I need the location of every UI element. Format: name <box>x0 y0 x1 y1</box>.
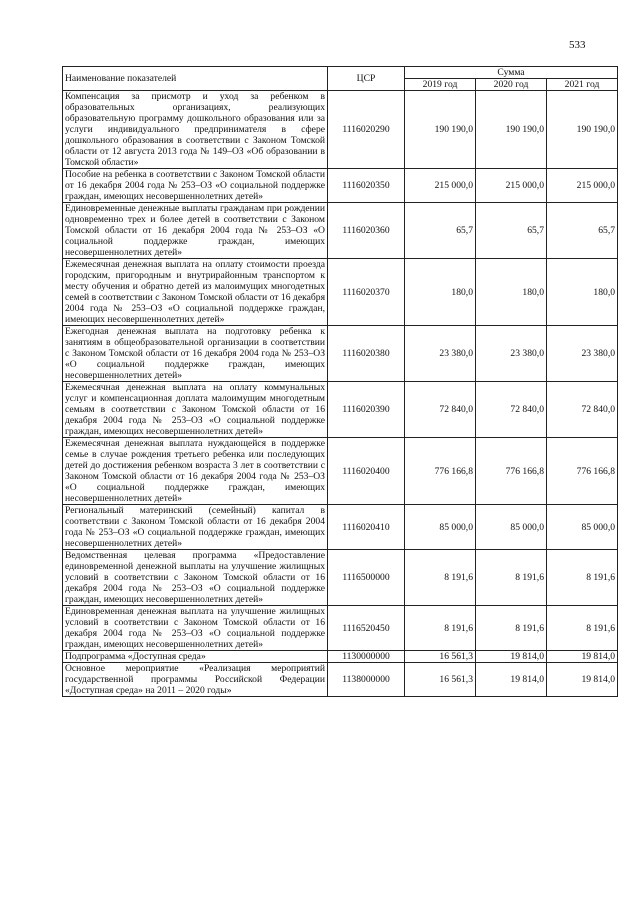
table-row <box>63 169 618 203</box>
page-number: 533 <box>569 39 586 51</box>
row-csr: 1138000000 <box>328 663 405 697</box>
row-value-2019: 776 166,8 <box>405 438 476 505</box>
header-year-2020: 2020 год <box>476 79 547 91</box>
row-csr: 1116020350 <box>328 169 405 203</box>
row-value-2019: 16 561,3 <box>405 651 476 663</box>
row-csr: 1116020390 <box>328 382 405 438</box>
row-csr: 1116020380 <box>328 326 405 382</box>
row-value-2020: 8 191,6 <box>476 550 547 606</box>
row-name: Подпрограмма «Доступная среда» <box>63 651 328 663</box>
row-value-2019: 85 000,0 <box>405 505 476 550</box>
row-value-2021: 8 191,6 <box>547 606 618 651</box>
row-value-2019: 180,0 <box>405 259 476 326</box>
table-row <box>63 438 618 505</box>
row-name: Ведомственная целевая программа «Предоставление единовременной денежной выплаты на улучшение жилищных условий в соответствии с Законом Томской области от 16 декабря 2004 года № 253–ОЗ «О социальной поддержке граждан, имеющих несовершеннолетних детей» <box>63 550 328 606</box>
table-row <box>63 606 618 651</box>
row-name: Компенсация за присмотр и уход за ребенком в образовательных организациях, реализующих образовательную программу дошкольного образования или за услуги индивидуального предпринимателя в сфере дошкольного образования в соответствии с Законом Томской области от 12 августа 2013 года № 149–ОЗ «Об образовании в Томской области» <box>63 91 328 169</box>
row-value-2019: 23 380,0 <box>405 326 476 382</box>
row-value-2021: 8 191,6 <box>547 550 618 606</box>
table-row <box>63 326 618 382</box>
row-value-2020: 8 191,6 <box>476 606 547 651</box>
table-row <box>63 663 618 697</box>
table-row <box>63 382 618 438</box>
row-name: Основное мероприятие «Реализация мероприятий государственной программы Российской Федерации «Доступная среда» на 2011 – 2020 годы» <box>63 663 328 697</box>
table-row <box>63 505 618 550</box>
row-value-2020: 65,7 <box>476 203 547 259</box>
row-value-2019: 8 191,6 <box>405 550 476 606</box>
row-value-2020: 19 814,0 <box>476 663 547 697</box>
row-name: Ежемесячная денежная выплата на оплату коммунальных услуг и компенсационная доплата малоимущим многодетным семьям в соответствии с Законом Томской области от 16 декабря 2004 года № 253–ОЗ «О социальной поддержке граждан, имеющих несовершеннолетних детей» <box>63 382 328 438</box>
row-value-2020: 85 000,0 <box>476 505 547 550</box>
row-value-2020: 215 000,0 <box>476 169 547 203</box>
row-value-2020: 72 840,0 <box>476 382 547 438</box>
table-row <box>63 91 618 169</box>
row-value-2021: 215 000,0 <box>547 169 618 203</box>
header-year-2021: 2021 год <box>547 79 618 91</box>
row-name: Ежегодная денежная выплата на подготовку ребенка к занятиям в общеобразовательной организации в соответствии с Законом Томской области от 16 декабря 2004 года № 253–ОЗ «О социальной поддержке граждан, имеющих несовершеннолетних детей» <box>63 326 328 382</box>
table-row <box>63 259 618 326</box>
row-name: Региональный материнский (семейный) капитал в соответствии с Законом Томской области от 16 декабря 2004 года № 253–ОЗ «О социальной поддержке граждан, имеющих несовершеннолетних детей» <box>63 505 328 550</box>
table-row <box>63 550 618 606</box>
row-name: Пособие на ребенка в соответствии с Законом Томской области от 16 декабря 2004 года № 253–ОЗ «О социальной поддержке граждан, имеющих несовершеннолетних детей» <box>63 169 328 203</box>
row-csr: 1116020410 <box>328 505 405 550</box>
row-value-2020: 180,0 <box>476 259 547 326</box>
row-value-2021: 19 814,0 <box>547 663 618 697</box>
header-sum: Сумма <box>405 67 618 79</box>
row-value-2020: 19 814,0 <box>476 651 547 663</box>
row-value-2019: 16 561,3 <box>405 663 476 697</box>
table-row <box>63 203 618 259</box>
row-csr: 1130000000 <box>328 651 405 663</box>
row-value-2021: 190 190,0 <box>547 91 618 169</box>
row-csr: 1116020360 <box>328 203 405 259</box>
row-csr: 1116020400 <box>328 438 405 505</box>
row-name: Единовременная денежная выплата на улучшение жилищных условий в соответствии с Законом Томской области от 16 декабря 2004 года № 253–ОЗ «О социальной поддержке граждан, имеющих несовершеннолетних детей» <box>63 606 328 651</box>
row-value-2019: 190 190,0 <box>405 91 476 169</box>
row-value-2021: 180,0 <box>547 259 618 326</box>
row-value-2020: 776 166,8 <box>476 438 547 505</box>
row-value-2020: 23 380,0 <box>476 326 547 382</box>
row-csr: 1116020290 <box>328 91 405 169</box>
header-name: Наименование показателей <box>63 67 328 91</box>
row-value-2021: 65,7 <box>547 203 618 259</box>
budget-table <box>62 66 618 697</box>
header-year-2019: 2019 год <box>405 79 476 91</box>
row-csr: 1116020370 <box>328 259 405 326</box>
row-name: Единовременные денежные выплаты гражданам при рождении одновременно трех и более детей в соответствии с Законом Томской области от 16 декабря 2004 года № 253–ОЗ «О социальной поддержке граждан, имеющих несовершеннолетних детей» <box>63 203 328 259</box>
row-name: Ежемесячная денежная выплата на оплату стоимости проезда городским, пригородным и внутрирайонным транспортом к месту обучения и обратно детей из малоимущих многодетных семей в соответствии с Законом Томской области от 16 декабря 2004 года № 253–ОЗ «О социальной поддержке граждан, имеющих несовершеннолетних детей» <box>63 259 328 326</box>
row-value-2021: 23 380,0 <box>547 326 618 382</box>
row-value-2020: 190 190,0 <box>476 91 547 169</box>
row-value-2021: 85 000,0 <box>547 505 618 550</box>
row-value-2021: 19 814,0 <box>547 651 618 663</box>
row-value-2019: 215 000,0 <box>405 169 476 203</box>
row-value-2019: 65,7 <box>405 203 476 259</box>
table-row <box>63 651 618 663</box>
row-name: Ежемесячная денежная выплата нуждающейся в поддержке семье в случае рождения третьего ребенка или последующих детей до достижения ребенком возраста 3 лет в соответствии с Законом Томской области от 16 декабря 2004 года № 253–ОЗ «О социальной поддержке граждан, имеющих несовершеннолетних детей» <box>63 438 328 505</box>
row-value-2019: 8 191,6 <box>405 606 476 651</box>
row-csr: 1116520450 <box>328 606 405 651</box>
row-value-2021: 72 840,0 <box>547 382 618 438</box>
header-csr: ЦСР <box>328 67 405 91</box>
row-csr: 1116500000 <box>328 550 405 606</box>
row-value-2019: 72 840,0 <box>405 382 476 438</box>
row-value-2021: 776 166,8 <box>547 438 618 505</box>
